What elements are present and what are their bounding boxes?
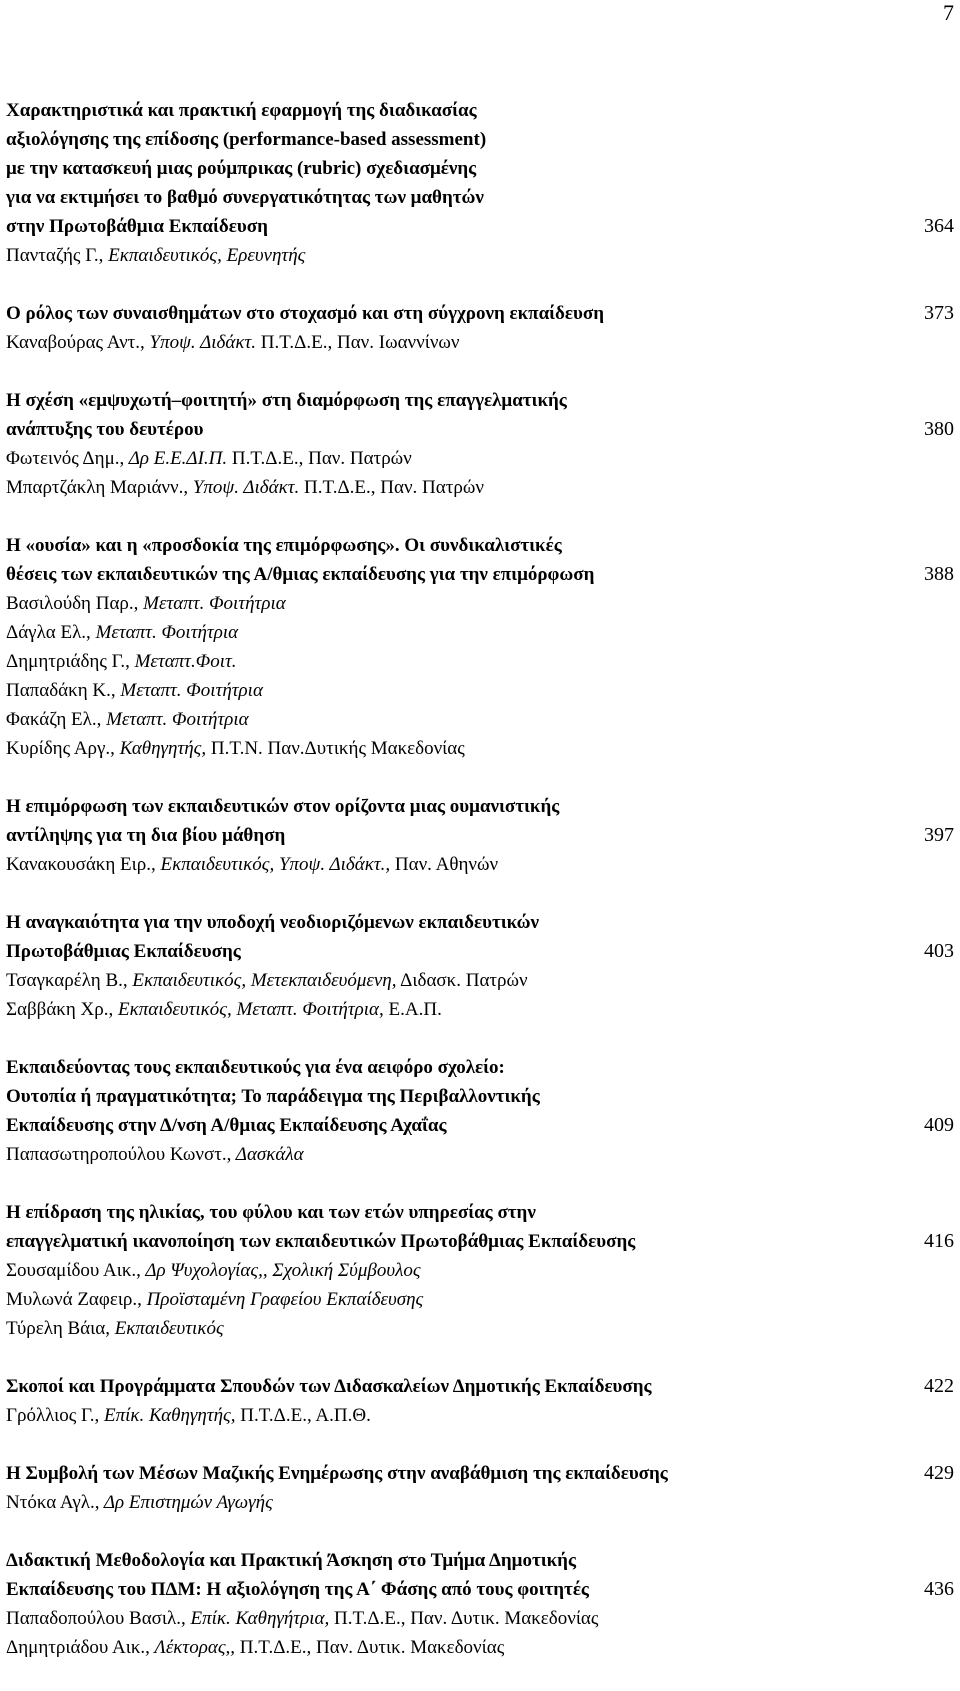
author-role: Μεταπτ. Φοιτήτρια — [115, 680, 263, 701]
entry-title-text: Ουτοπία ή πραγματικότητα; Το παράδειγμα της Περιβαλλοντικής — [6, 1086, 540, 1107]
entry-author — [6, 734, 954, 763]
entry-title-text: Χαρακτηριστικά και πρακτική εφαρμογή της διαδικασίας — [6, 100, 477, 121]
entry-title-text: αξιολόγησης της επίδοσης (performance-based assessment) — [6, 129, 487, 150]
author-affiliation: Π.Τ.Δ.Ε., Παν. Πατρών — [299, 477, 484, 498]
entry-title-text: επαγγελματική ικανοποίηση των εκπαιδευτικών Πρωτοβάθμιας Εκπαίδευσης — [6, 1231, 636, 1252]
author-role: Εκπαιδευτικός, Υποψ. Διδάκτ., — [155, 854, 391, 875]
toc-entry — [6, 1546, 954, 1662]
entry-author — [6, 1488, 954, 1517]
entry-author — [6, 328, 954, 357]
entry-title-text: Εκπαιδεύοντας τους εκπαιδευτικούς για ένα αειφόρο σχολείο: — [6, 1057, 505, 1078]
entry-title-line — [6, 1111, 954, 1140]
entry-page-number: 436 — [924, 1578, 954, 1600]
entry-title-line — [6, 821, 954, 850]
author-name: Φωτεινός Δημ., — [6, 448, 125, 469]
entry-author — [6, 618, 954, 647]
entry-author — [6, 589, 954, 618]
entry-title-line — [6, 1459, 954, 1488]
entry-page-number: 416 — [924, 1230, 954, 1252]
entry-title-text: με την κατασκευή μιας ρούμπρικας (rubric) σχεδιασμένης — [6, 158, 477, 179]
entry-title-line — [6, 1082, 954, 1111]
toc-entry — [6, 1053, 954, 1169]
author-role: Μεταπτ. Φοιτήτρια — [138, 593, 286, 614]
author-role: Λέκτορας,, — [149, 1637, 236, 1658]
author-affiliation: Π.Τ.Δ.Ε., Παν. Πατρών — [227, 448, 412, 469]
toc-entry — [6, 531, 954, 763]
entry-title-line — [6, 1546, 954, 1575]
entry-title-line — [6, 560, 954, 589]
author-name: Σουσαμίδου Αικ., — [6, 1260, 141, 1281]
entry-author — [6, 1285, 954, 1314]
entry-page-number: 388 — [924, 563, 954, 585]
entry-title-text: Η επιμόρφωση των εκπαιδευτικών στον ορίζοντα μιας ουμανιστικής — [6, 796, 560, 817]
entry-title-text: Σκοποί και Προγράμματα Σπουδών των Διδασκαλείων Δημοτικής Εκπαίδευσης — [6, 1376, 652, 1397]
author-affiliation: Π.Τ.Δ.Ε., Παν. Δυτικ. Μακεδονίας — [235, 1637, 505, 1658]
author-affiliation: Π.Τ.Ν. Παν.Δυτικής Μακεδονίας — [206, 738, 465, 759]
author-role: Δασκάλα — [231, 1144, 304, 1165]
entry-author — [6, 705, 954, 734]
entry-title-line — [6, 125, 954, 154]
toc-entry — [6, 96, 954, 270]
toc-entry — [6, 792, 954, 879]
toc-entry — [6, 386, 954, 502]
author-name: Γρόλλιος Γ., — [6, 1405, 100, 1426]
author-name: Βασιλούδη Παρ., — [6, 593, 139, 614]
author-role: Υποψ. Διδάκτ. — [188, 477, 300, 498]
entry-author — [6, 241, 954, 270]
entry-title-line — [6, 908, 954, 937]
entry-author — [6, 995, 954, 1024]
entry-page-number: 403 — [924, 940, 954, 962]
entry-title-text: Η σχέση «εμψυχωτή–φοιτητή» στη διαμόρφωση της επαγγελματικής — [6, 390, 567, 411]
entry-title-text: Πρωτοβάθμιας Εκπαίδευσης — [6, 941, 241, 962]
author-name: Κυρίδης Αργ., — [6, 738, 115, 759]
author-role: Μεταπτ. Φοιτήτρια — [101, 709, 249, 730]
entry-title-text: Εκπαίδευσης του ΠΔΜ: Η αξιολόγηση της Α΄ Φάσης από τους φοιτητές — [6, 1579, 589, 1600]
entry-page-number: 364 — [924, 215, 954, 237]
author-role: Δρ Επιστημών Αγωγής — [99, 1492, 273, 1513]
author-role: Μεταπτ. Φοιτήτρια — [90, 622, 239, 643]
toc-entry — [6, 299, 954, 357]
author-name: Μπαρτζάκλη Μαριάνν., — [6, 477, 189, 498]
entry-author — [6, 444, 954, 473]
entry-title-line — [6, 792, 954, 821]
author-name: Ντόκα Αγλ., — [6, 1492, 100, 1513]
author-role: Εκπαιδευτικός, Μετεκπαιδευόμενη, — [127, 970, 397, 991]
author-name: Φακάζη Ελ., — [6, 709, 102, 730]
toc-entry — [6, 1198, 954, 1343]
entry-title-line — [6, 1227, 954, 1256]
entry-author — [6, 1604, 954, 1633]
entry-author — [6, 1140, 954, 1169]
author-role: Εκπαιδευτικός, Ερευνητής — [103, 245, 306, 266]
author-name: Παπαδάκη Κ., — [6, 680, 116, 701]
toc-entry — [6, 1372, 954, 1430]
author-name: Παπασωτηροπούλου Κωνστ., — [6, 1144, 232, 1165]
author-role: Επίκ. Καθηγητής, — [99, 1405, 236, 1426]
entry-author — [6, 676, 954, 705]
author-role: Δρ Ψυχολογίας,, Σχολική Σύμβουλος — [140, 1260, 421, 1281]
table-of-contents — [6, 96, 954, 1691]
author-role: Προϊσταμένη Γραφείου Εκπαίδευσης — [141, 1289, 424, 1310]
author-role: Εκπαιδευτικός — [109, 1318, 224, 1339]
entry-author — [6, 966, 954, 995]
entry-title-line — [6, 212, 954, 241]
entry-title-line — [6, 937, 954, 966]
author-name: Καναβούρας Αντ., — [6, 332, 145, 353]
entry-title-text: Εκπαίδευσης στην Δ/νση Α/θμιας Εκπαίδευσης Αχαΐας — [6, 1115, 447, 1136]
entry-author — [6, 1314, 954, 1343]
author-role: Μεταπτ.Φοιτ. — [129, 651, 237, 672]
author-name: Κανακουσάκη Ειρ., — [6, 854, 156, 875]
entry-page-number: 397 — [924, 824, 954, 846]
author-role: Εκπαιδευτικός, Μεταπτ. Φοιτήτρια, — [113, 999, 384, 1020]
entry-title-line — [6, 531, 954, 560]
entry-title-text: για να εκτιμήσει το βαθμό συνεργατικότητας των μαθητών — [6, 187, 484, 208]
entry-author — [6, 647, 954, 676]
author-affiliation: Παν. Αθηνών — [390, 854, 499, 875]
entry-title-line — [6, 1198, 954, 1227]
entry-title-text: Διδακτική Μεθοδολογία και Πρακτική Άσκηση στο Τμήμα Δημοτικής — [6, 1550, 576, 1571]
page-number: 7 — [943, 0, 954, 25]
entry-page-number: 380 — [924, 418, 954, 440]
entry-title-text: Η επίδραση της ηλικίας, του φύλου και των ετών υπηρεσίας στην — [6, 1202, 536, 1223]
entry-author — [6, 1401, 954, 1430]
entry-title-text: Η αναγκαιότητα για την υποδοχή νεοδιοριζόμενων εκπαιδευτικών — [6, 912, 539, 933]
author-role: Καθηγητής, — [114, 738, 207, 759]
author-name: Δάγλα Ελ., — [6, 622, 91, 643]
entry-author — [6, 1633, 954, 1662]
entry-title-text: στην Πρωτοβάθμια Εκπαίδευση — [6, 216, 268, 237]
author-role: Επίκ. Καθηγήτρια, — [185, 1608, 330, 1629]
entry-page-number: 429 — [924, 1462, 954, 1484]
entry-title-text: αντίληψης για τη δια βίου μάθηση — [6, 825, 286, 846]
author-name: Πανταζής Γ., — [6, 245, 104, 266]
entry-title-line — [6, 386, 954, 415]
entry-title-line — [6, 415, 954, 444]
entry-title-line — [6, 1575, 954, 1604]
entry-author — [6, 1256, 954, 1285]
entry-title-line — [6, 154, 954, 183]
entry-author — [6, 850, 954, 879]
entry-title-line — [6, 1053, 954, 1082]
toc-entry — [6, 1459, 954, 1517]
entry-title-line — [6, 1372, 954, 1401]
entry-page-number: 422 — [924, 1375, 954, 1397]
entry-page-number: 409 — [924, 1114, 954, 1136]
toc-entry — [6, 908, 954, 1024]
author-affiliation: Π.Τ.Δ.Ε., Παν. Δυτικ. Μακεδονίας — [329, 1608, 599, 1629]
entry-title-text: Η «ουσία» και η «προσδοκία της επιμόρφωσης». Οι συνδικαλιστικές — [6, 535, 562, 556]
author-role: Δρ Ε.Ε.ΔΙ.Π. — [124, 448, 228, 469]
author-affiliation: Ε.Α.Π. — [383, 999, 442, 1020]
author-name: Δημητριάδου Αικ., — [6, 1637, 150, 1658]
entry-title-line — [6, 183, 954, 212]
author-name: Τύρελη Βάια, — [6, 1318, 110, 1339]
author-affiliation: Π.Τ.Δ.Ε., Α.Π.Θ. — [235, 1405, 371, 1426]
author-name: Δημητριάδης Γ., — [6, 651, 130, 672]
entry-title-text: Ο ρόλος των συναισθημάτων στο στοχασμό και στη σύγχρονη εκπαίδευση — [6, 303, 605, 324]
author-name: Παπαδοπούλου Βασιλ., — [6, 1608, 186, 1629]
entry-page-number: 373 — [924, 302, 954, 324]
entry-title-text: Η Συμβολή των Μέσων Μαζικής Ενημέρωσης στην αναβάθμιση της εκπαίδευσης — [6, 1463, 668, 1484]
entry-author — [6, 473, 954, 502]
author-role: Υποψ. Διδάκτ. — [144, 332, 256, 353]
author-name: Μυλωνά Ζαφειρ., — [6, 1289, 142, 1310]
author-affiliation: Διδασκ. Πατρών — [396, 970, 528, 991]
entry-title-text: ανάπτυξης του δευτέρου — [6, 419, 204, 440]
entry-title-text: θέσεις των εκπαιδευτικών της Α/θμιας εκπαίδευσης για την επιμόρφωση — [6, 564, 595, 585]
author-name: Σαββάκη Χρ., — [6, 999, 114, 1020]
author-affiliation: Π.Τ.Δ.Ε., Παν. Ιωαννίνων — [256, 332, 460, 353]
author-name: Τσαγκαρέλη Β., — [6, 970, 128, 991]
entry-title-line — [6, 96, 954, 125]
entry-title-line — [6, 299, 954, 328]
